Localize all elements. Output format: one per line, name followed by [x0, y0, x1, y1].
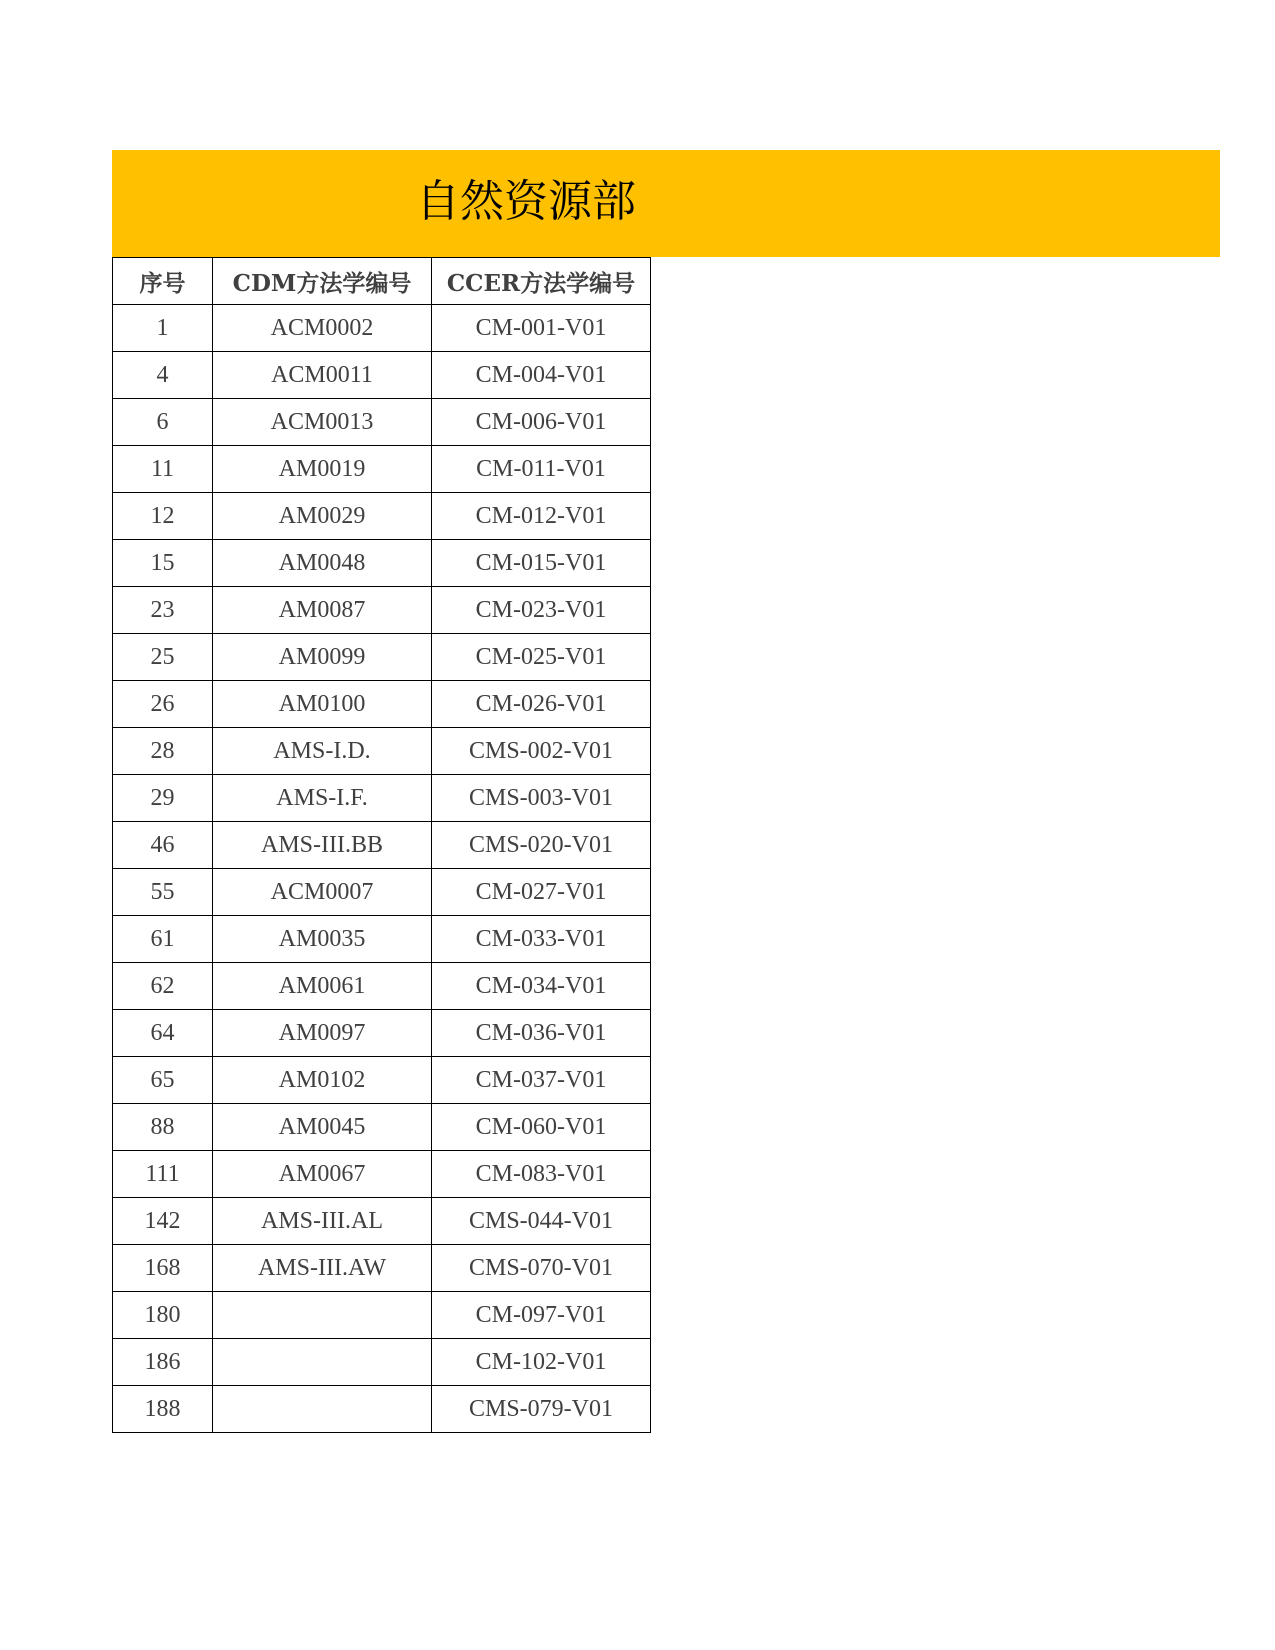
cell-seq: 64 — [113, 1010, 213, 1057]
table-body — [113, 305, 651, 1433]
table-row — [113, 1151, 651, 1198]
table-row — [113, 634, 651, 681]
cell-seq: 6 — [113, 399, 213, 446]
table-row — [113, 1245, 651, 1292]
cell-ccer-code: CM-011-V01 — [432, 446, 651, 493]
cell-seq: 4 — [113, 352, 213, 399]
cell-seq: 180 — [113, 1292, 213, 1339]
cell-cdm-code: ACM0011 — [213, 352, 432, 399]
cell-ccer-code: CM-006-V01 — [432, 399, 651, 446]
cell-seq: 62 — [113, 963, 213, 1010]
cell-cdm-code: AM0019 — [213, 446, 432, 493]
cell-ccer-code: CM-037-V01 — [432, 1057, 651, 1104]
cell-cdm-code: AM0099 — [213, 634, 432, 681]
cell-seq: 15 — [113, 540, 213, 587]
table-row — [113, 1198, 651, 1245]
page-title: 自然资源部 — [416, 176, 636, 227]
cell-cdm-code: AM0067 — [213, 1151, 432, 1198]
cell-seq: 111 — [113, 1151, 213, 1198]
cell-ccer-code: CM-083-V01 — [432, 1151, 651, 1198]
cell-seq: 55 — [113, 869, 213, 916]
cell-seq: 11 — [113, 446, 213, 493]
table-row — [113, 540, 651, 587]
cell-seq: 28 — [113, 728, 213, 775]
table-row — [113, 681, 651, 728]
table-row — [113, 963, 651, 1010]
cell-seq: 61 — [113, 916, 213, 963]
cell-ccer-code: CM-001-V01 — [432, 305, 651, 352]
cell-ccer-code: CM-097-V01 — [432, 1292, 651, 1339]
cell-ccer-code: CM-004-V01 — [432, 352, 651, 399]
table-row — [113, 1057, 651, 1104]
cell-seq: 46 — [113, 822, 213, 869]
header-row — [113, 258, 651, 305]
table-row — [113, 1386, 651, 1433]
cell-ccer-code: CM-026-V01 — [432, 681, 651, 728]
cell-ccer-code: CMS-003-V01 — [432, 775, 651, 822]
cell-ccer-code: CMS-002-V01 — [432, 728, 651, 775]
cell-seq: 29 — [113, 775, 213, 822]
cell-cdm-code: AMS-III.AL — [213, 1198, 432, 1245]
cell-ccer-code: CM-102-V01 — [432, 1339, 651, 1386]
table-row — [113, 1010, 651, 1057]
cell-cdm-code: AMS-III.BB — [213, 822, 432, 869]
cell-cdm-code: AMS-I.D. — [213, 728, 432, 775]
cell-seq: 65 — [113, 1057, 213, 1104]
table-row — [113, 822, 651, 869]
table-row — [113, 352, 651, 399]
cell-cdm-code: AM0097 — [213, 1010, 432, 1057]
cell-seq: 12 — [113, 493, 213, 540]
cell-seq: 188 — [113, 1386, 213, 1433]
table-row — [113, 1339, 651, 1386]
cell-ccer-code: CM-060-V01 — [432, 1104, 651, 1151]
table-row — [113, 399, 651, 446]
cell-cdm-code: AM0087 — [213, 587, 432, 634]
cell-cdm-code: ACM0007 — [213, 869, 432, 916]
table-row — [113, 775, 651, 822]
cell-seq: 168 — [113, 1245, 213, 1292]
cell-cdm-code: ACM0013 — [213, 399, 432, 446]
header-seq: 序号 — [113, 258, 213, 305]
cell-cdm-code — [213, 1339, 432, 1386]
cell-seq: 88 — [113, 1104, 213, 1151]
table-row — [113, 587, 651, 634]
cell-seq: 25 — [113, 634, 213, 681]
cell-ccer-code: CMS-044-V01 — [432, 1198, 651, 1245]
cell-cdm-code: AM0048 — [213, 540, 432, 587]
methodology-table — [112, 257, 651, 1433]
table-row — [113, 1292, 651, 1339]
cell-cdm-code: AMS-III.AW — [213, 1245, 432, 1292]
cell-ccer-code: CM-015-V01 — [432, 540, 651, 587]
table-row — [113, 1104, 651, 1151]
cell-cdm-code: AM0035 — [213, 916, 432, 963]
header-ccer: CCER方法学编号 — [432, 258, 651, 305]
header-cdm: CDM方法学编号 — [213, 258, 432, 305]
table-row — [113, 446, 651, 493]
cell-cdm-code — [213, 1292, 432, 1339]
table-row — [113, 493, 651, 540]
table-row — [113, 305, 651, 352]
cell-cdm-code — [213, 1386, 432, 1433]
cell-ccer-code: CM-036-V01 — [432, 1010, 651, 1057]
cell-ccer-code: CM-025-V01 — [432, 634, 651, 681]
cell-seq: 26 — [113, 681, 213, 728]
cell-seq: 142 — [113, 1198, 213, 1245]
cell-ccer-code: CM-023-V01 — [432, 587, 651, 634]
cell-ccer-code: CM-034-V01 — [432, 963, 651, 1010]
cell-cdm-code: AM0061 — [213, 963, 432, 1010]
cell-ccer-code: CMS-020-V01 — [432, 822, 651, 869]
cell-ccer-code: CM-012-V01 — [432, 493, 651, 540]
table-row — [113, 916, 651, 963]
cell-cdm-code: AM0102 — [213, 1057, 432, 1104]
cell-ccer-code: CMS-070-V01 — [432, 1245, 651, 1292]
cell-cdm-code: AM0045 — [213, 1104, 432, 1151]
title-band — [112, 150, 1220, 257]
cell-cdm-code: AM0029 — [213, 493, 432, 540]
cell-cdm-code: AM0100 — [213, 681, 432, 728]
cell-cdm-code: ACM0002 — [213, 305, 432, 352]
table-row — [113, 869, 651, 916]
table-row — [113, 728, 651, 775]
cell-ccer-code: CM-033-V01 — [432, 916, 651, 963]
cell-seq: 186 — [113, 1339, 213, 1386]
cell-cdm-code: AMS-I.F. — [213, 775, 432, 822]
cell-seq: 23 — [113, 587, 213, 634]
cell-ccer-code: CM-027-V01 — [432, 869, 651, 916]
cell-seq: 1 — [113, 305, 213, 352]
cell-ccer-code: CMS-079-V01 — [432, 1386, 651, 1433]
